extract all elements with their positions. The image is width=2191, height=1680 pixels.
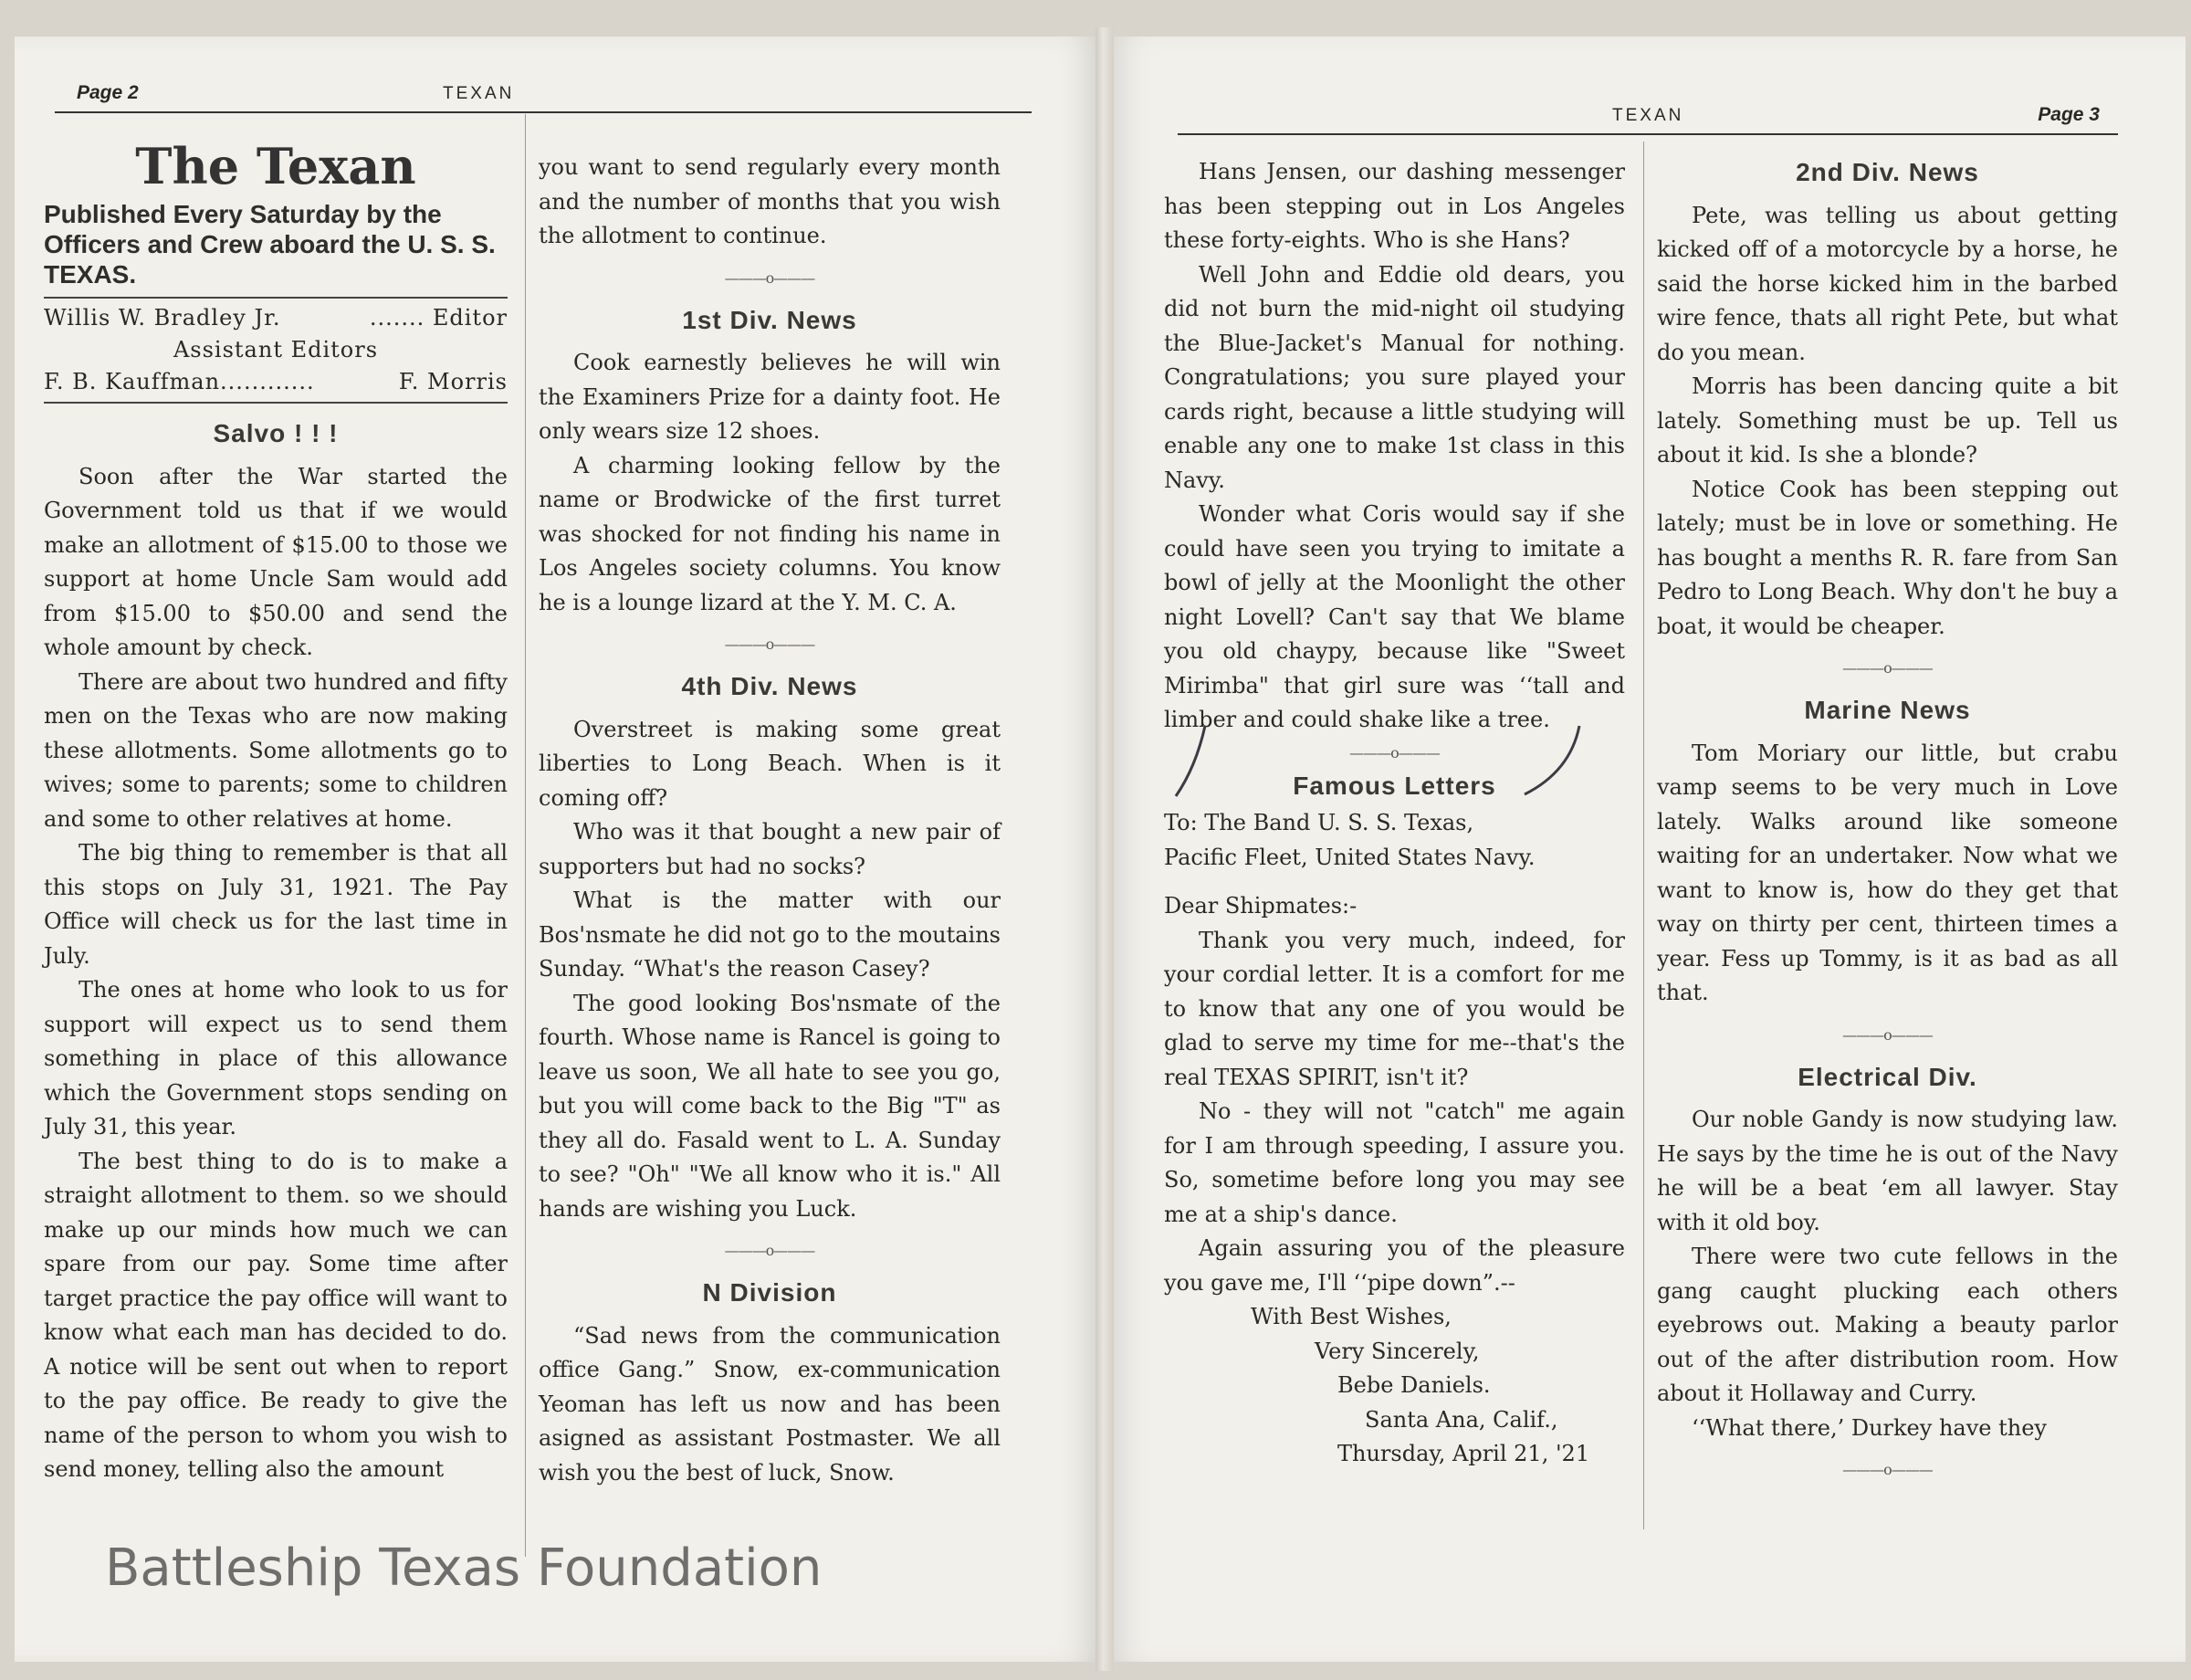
letter-date: Thursday, April 21, '21	[1337, 1441, 1590, 1466]
letter-fleet-line: Pacific Fleet, United States Navy.	[1164, 844, 1536, 870]
letter-closing: Very Sincerely,	[1315, 1338, 1480, 1364]
electrical-div-heading: Electrical Div.	[1798, 1062, 1977, 1091]
salvo-paragraph: The ones at home who look to us for support will expect us to send them something in place of this allowance which the Government stops sending on July 31, this year.	[44, 977, 508, 1139]
salvo-paragraph: Soon after the War started the Government told us that if we would make an allotment of $15.00 to those we support at home Uncle Sam would add from $15.00 to $50.00 and send the whole amount by check.	[44, 463, 508, 660]
salvo-heading: Salvo ! ! !	[213, 419, 339, 447]
editor-role: ....... Editor	[369, 305, 508, 331]
first-div-heading: 1st Div. News	[682, 305, 857, 334]
salvo-paragraph: The big thing to remember is that all this stops on July 31, 1921. The Pay Office will check us for the last time in July.	[44, 840, 508, 969]
marine-news-paragraph: Tom Moriary our little, but crabu vamp seems to be very much in Love lately. Walks around like someone waiting for an undertaker. Now what we want to know is, how do they get that way on thirty per cent, thirteen times a year. Fess up Tommy, is it as bad as all that.	[1657, 740, 2118, 1005]
right-column-1	[1164, 155, 1625, 1472]
masthead	[44, 137, 508, 404]
pen-mark-left	[1169, 721, 1223, 803]
electrical-div-paragraph: ‘‘What there,’ Durkey have they	[1692, 1414, 2047, 1441]
watermark: Battleship Texas Foundation	[105, 1538, 823, 1598]
second-div-paragraph: Morris has been dancing quite a bit lately. Something must be up. Tell us about it kid. Is she a blonde?	[1657, 373, 2118, 467]
article-paragraph: Well John and Eddie old dears, you did not burn the mid-night oil studying the Blue-Jacket's Manual for nothing. Congratulations; you sure played your cards right, because a little studying will enable any one to make 1st class in this Navy.	[1164, 261, 1625, 493]
column-rule	[1643, 142, 1644, 1529]
n-division-paragraph: “Sad news from the communication office Gang.” Snow, ex-communication Yeoman has left us now and has been asigned as assistant Postmaster. We all wish you the best of luck, Snow.	[539, 1322, 1001, 1486]
left-column-2	[539, 151, 1001, 1490]
separator: ———o———	[724, 268, 815, 287]
second-div-heading: 2nd Div. News	[1796, 158, 1979, 186]
separator: ———o———	[1842, 1025, 1933, 1044]
page-number: Page 2	[77, 82, 139, 103]
letter-paragraph: No - they will not "catch" me again for I am through speeding, I assure you. So, sometime before long you may see me at a ship's dance.	[1164, 1098, 1625, 1227]
page-number: Page 3	[2038, 104, 2100, 125]
right-column-2	[1657, 155, 2118, 1495]
fourth-div-paragraph: What is the matter with our Bos'nsmate he did not go to the moutains Sunday. “What's the reason Casey?	[539, 887, 1001, 982]
article-paragraph: Wonder what Coris would say if she could have seen you trying to imitate a bowl of jelly at the Moonlight the other night Lovell? Can't say that We blame you old chaypy, because like "Sweet Mirimba" that girl sure was ‘‘tall and limber and could shake like a tree.	[1164, 501, 1625, 732]
letter-closing: With Best Wishes,	[1251, 1304, 1452, 1329]
page-2-header	[55, 80, 1032, 113]
second-div-paragraph: Notice Cook has been stepping out lately; must be in love or something. He has bought a menths R. R. fare from San Pedro to Long Beach. Why don't he buy a boat, it would be cheaper.	[1657, 476, 2118, 639]
salvo-paragraph: There are about two hundred and fifty men on the Texas who are now making these allotments. Some allotments go to wives; some to parents; some to children and some to other relatives at home.	[44, 668, 508, 832]
editor-name: Willis W. Bradley Jr.	[44, 305, 281, 331]
separator: ———o———	[1842, 659, 1933, 677]
second-div-paragraph: Pete, was telling us about getting kicked off of a motorcycle by a horse, he said the horse kicked him in the barbed wire fence, thats all right Pete, but what do you mean.	[1657, 202, 2118, 365]
fourth-div-paragraph: The good looking Bos'nsmate of the fourth. Whose name is Rancel is going to leave us soon, We all hate to see you go, but you will come back to the Big "T" as they all do. Fasald went to L. A. Sunday to see? "Oh" "We all know who it is." All hands are wishing you Luck.	[539, 990, 1001, 1222]
assistant-editor: F. Morris	[398, 369, 508, 394]
staff-box	[44, 297, 508, 404]
running-head: TEXAN	[1612, 106, 1684, 125]
letter-salutation: Dear Shipmates:-	[1164, 893, 1358, 919]
salvo-paragraph: The best thing to do is to make a straight allotment to them. so we should make up our minds how much we can spare from our pay. Some time after target practice the pay office will want to know what each man has decided to do. A notice will be sent out when to report to the pay office. Be ready to give the name of the person to whom you wish to send money, telling also the amount	[44, 1148, 508, 1482]
separator: ———o———	[1349, 743, 1440, 761]
famous-letters-heading: Famous Letters	[1293, 771, 1496, 800]
letter-to-line: To: The Band U. S. S. Texas,	[1164, 810, 1474, 835]
masthead-subtitle: Published Every Saturday by the Officers and Crew aboard the U. S. S. TEXAS.	[44, 200, 496, 289]
first-div-paragraph: A charming looking fellow by the name or Brodwicke of the first turret was shocked for not finding his name in Los Angeles society columns. You know he is a lounge lizard at the Y. M. C. A.	[539, 452, 1001, 615]
electrical-div-paragraph: Our noble Gandy is now studying law. He says by the time he is out of the Navy he will be a beat ‘em all lawyer. Stay with it old boy.	[1657, 1107, 2118, 1235]
running-head: TEXAN	[443, 84, 515, 103]
assistant-editor: F. B. Kauffman............	[44, 369, 315, 394]
article-paragraph: Hans Jensen, our dashing messenger has been stepping out in Los Angeles these forty-eights. Who is she Hans?	[1164, 159, 1625, 253]
separator: ———o———	[724, 1242, 815, 1259]
assistant-label: Assistant Editors	[173, 337, 379, 362]
separator: ———o———	[1842, 1461, 1933, 1478]
pen-mark-right	[1506, 721, 1588, 803]
masthead-title: The Texan	[135, 137, 416, 195]
column-rule	[525, 114, 526, 1557]
salvo-continuation: you want to send regularly every month and the number of months that you wish the allotment to continue.	[539, 154, 1001, 248]
n-division-heading: N Division	[702, 1278, 837, 1307]
page-3-header	[1178, 102, 2118, 135]
electrical-div-paragraph: There were two cute fellows in the gang caught plucking each others eyebrows out. Making a beauty parlor out of the after distribution room. How about it Hollaway and Curry.	[1657, 1244, 2118, 1406]
fourth-div-heading: 4th Div. News	[681, 672, 858, 700]
left-column-1	[44, 137, 508, 1487]
letter-signature: Bebe Daniels.	[1337, 1372, 1491, 1398]
separator: ———o———	[724, 635, 815, 653]
letter-place: Santa Ana, Calif.,	[1365, 1406, 1558, 1433]
letter-paragraph: Again assuring you of the pleasure you gave me, I'll ‘‘pipe down”.--	[1164, 1235, 1625, 1296]
letter-paragraph: Thank you very much, indeed, for your cordial letter. It is a comfort for me to know that any one of you would be glad to serve my time for me--that's the real TEXAS SPIRIT, isn't it?	[1164, 927, 1625, 1090]
fourth-div-paragraph: Who was it that bought a new pair of supporters but had no socks?	[539, 819, 1001, 879]
marine-news-heading: Marine News	[1804, 696, 1971, 724]
center-fold	[1096, 27, 1114, 1671]
fourth-div-paragraph: Overstreet is making some great liberties to Long Beach. When is it coming off?	[539, 716, 1001, 811]
first-div-paragraph: Cook earnestly believes he will win the Examiners Prize for a dainty foot. He only wears size 12 shoes.	[539, 350, 1001, 444]
